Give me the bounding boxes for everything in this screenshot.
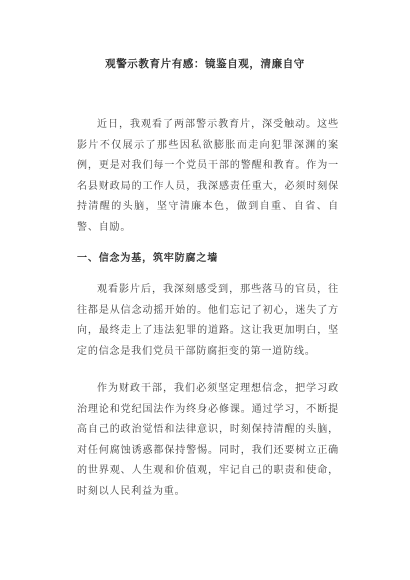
document-body <box>77 115 339 502</box>
spacer <box>77 269 339 280</box>
intro-paragraph: 近日，我观看了两部警示教育片，深受触动。这些影片不仅展示了那些因私欲膨胀而走向犯罪深渊的案例，更是对我们每一个党员干部的警醒和教育。作为一名县财政局的工作人员，我深感责任重大，必须时刻保持清醒的头脑，坚守清廉本色，做到自重、自省、自警、自励。 <box>77 119 339 233</box>
document-title: 观警示教育片有感：镜鉴自观，清廉自守 <box>105 58 305 70</box>
section-heading: 一、信念为基，筑牢防腐之墙 <box>77 253 219 264</box>
section-paragraph-2: 作为财政干部，我们必须坚定理想信念，把学习政治理论和党纪国法作为终身必修课。通过学习，不断提高自己的政治觉悟和法律意识，时刻保持清醒的头脑，对任何腐蚀诱惑都保持警惕。同时，我们还要树立正确的世界观、人生观和价值观，牢记自己的职责和使命，时刻以人民利益为重。 <box>77 383 339 497</box>
spacer <box>77 238 339 249</box>
spacer <box>77 362 339 379</box>
section-paragraph-1: 观看影片后，我深刻感受到，那些落马的官员，往往都是从信念动摇开始的。他们忘记了初心，迷失了方向，最终走上了违法犯罪的道路。这让我更加明白，坚定的信念是我们党员干部防腐拒变的第一道防线。 <box>77 284 339 357</box>
